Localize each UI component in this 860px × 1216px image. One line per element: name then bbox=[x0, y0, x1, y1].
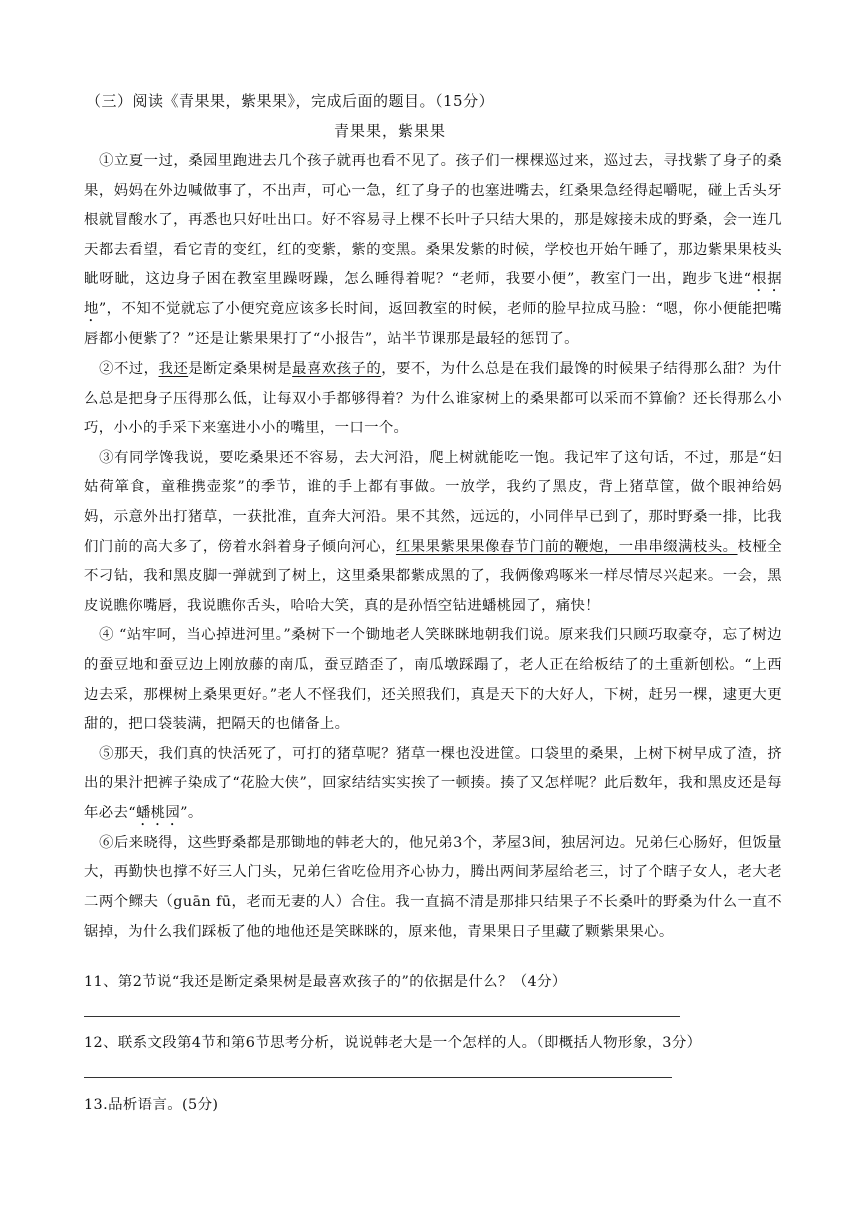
paragraph-5-text-a: ⑤那天，我们真的快活死了，可打的猪草呢？猪草一棵也没进筐。口袋里的桑果，上树下树早成了渣，挤出的果汁把裤子染成了“花脸大侠”，回家结结实实挨了一顿揍。揍了又怎样呢？此后数年，我和黑皮还是每年必去“ bbox=[84, 745, 782, 821]
paragraph-3-text-a: ③有同学馋我说，要吃桑果还不容易，去大河沿，爬上树就能吃一饱。我记牢了这句话，不过，那是“妇姑荷箪食，童稚携壶浆”的季节，谁的手上都有事做。一放学，我约了黑皮，背上猪草筐，做个眼神给妈妈，示意外出打猪草，一获批准，直奔大河沿。果不其然，远远的，小同伴早已到了，那时野桑一排，比我们门前的高大多了，傍着水斜着身子倾向河心， bbox=[84, 449, 782, 555]
question-11: 11、第2节说“我还是断定桑果树是最喜欢孩子的”的依据是什么？（4分） bbox=[84, 974, 567, 990]
paragraph-3 bbox=[84, 444, 782, 622]
paragraph-2-text-b: 是断定桑果树是 bbox=[188, 360, 293, 377]
paragraph-2 bbox=[84, 355, 782, 444]
paragraph-1 bbox=[84, 147, 782, 355]
paragraph-1-text-b: ”，不知不觉就忘了小便究竟应该多长时间，返回教室的时候，老师的脸早拉成马脸：“嗯，你小便能把嘴唇都小便紫了？”还是让紫果果打了“小报告”，站半节课那是最轻的惩罚了。 bbox=[84, 301, 782, 348]
paragraph-6: ⑥后来晓得，这些野桑都是那锄地的韩老大的，他兄弟3个，茅屋3间，独居河边。兄弟仨心肠好，但饭量大，再勤快也撑不好三人门头，兄弟仨省吃俭用齐心协力，腾出两间茅屋给老三，讨了个瞎子女人，老大老二两个鳏夫（guān fū，老而无妻的人）合住。我一直搞不清是那排只结果子不长桑叶的野桑为什么一直不锯掉，为什么我们踩板了他的地他还是笑眯眯的，原来他，青果果日子里藏了颗紫果果心。 bbox=[84, 834, 782, 940]
emphasis-genjudi: 根据地 bbox=[84, 271, 782, 318]
answer-line-12[interactable] bbox=[84, 1077, 672, 1078]
paragraph-3-text-b: 枝桠全不刁钻，我和黑皮脚一弹就到了树上，这里桑果都紫成黑的了，我俩像鸡啄米一样尽情尽兴起来。一会，黑皮说瞧你嘴唇，我说瞧你舌头，哈哈大笑，真的是孙悟空钻进蟠桃园了，痛快！ bbox=[84, 538, 782, 614]
paragraph-2-text-c: ，要不，为什么总是在我们最馋的时候果子结得那么甜？为什么总是把身子压得那么低，让每双小手都够得着？为什么谁家树上的桑果都可以采而不算偷？还长得那么小巧，小小的手采下来塞进小小的嘴里，一口一个。 bbox=[84, 360, 783, 437]
underlined-zuixihuanhaizi: 最喜欢孩子的 bbox=[292, 360, 382, 377]
paragraph-5 bbox=[84, 740, 782, 829]
paragraph-5-text-b: ”。 bbox=[180, 804, 203, 821]
question-13: 13.品析语言。(5分) bbox=[84, 1097, 219, 1113]
underlined-bianpao-sentence: 红果果紫果果像春节门前的鞭炮，一串串缀满枝头。 bbox=[395, 538, 738, 555]
section-heading: （三）阅读《青果果，紫果果》，完成后面的题目。（15分） bbox=[86, 92, 495, 110]
emphasis-pantaoyuan: 蟠桃园 bbox=[135, 804, 181, 821]
article-body bbox=[84, 147, 782, 947]
underlined-wohai: 我还 bbox=[158, 360, 189, 377]
answer-line-11[interactable] bbox=[84, 1016, 680, 1017]
article-title: 青果果，紫果果 bbox=[333, 122, 446, 140]
paragraph-1-text-a: ①立夏一过，桑园里跑进去几个孩子就再也看不见了。孩子们一棵棵巡过来，巡过去，寻找紫了身子的桑果，妈妈在外边喊做事了，不出声，可心一急，红了身子的也塞进嘴去，红桑果急经得起嚼呢，碰上舌头牙根就冒酸水了，再悉也只好吐出口。好不容易寻上棵不长叶子只结大果的，那是嫁接未成的野桑，会一连几天都去看望，看它青的变红，红的变紫，紫的变黑。桑果发紫的时候，学校也开始午睡了，那边紫果果枝头眦呀眦，这边身子困在教室里躁呀躁，怎么睡得着呢？“老师，我要小便”，教室门一出，跑步飞进“ bbox=[84, 153, 782, 288]
paragraph-4: ④ “站牢呵，当心掉进河里。”桑树下一个锄地老人笑眯眯地朝我们说。原来我们只顾巧取豪夺，忘了树边的蚕豆地和蚕豆边上刚放藤的南瓜，蚕豆踏歪了，南瓜墩踩蹋了，老人正在给板结了的土重新刨松。“上西边去采，那棵树上桑果更好。”老人不怪我们，还关照我们，真是天下的大好人，下树，赶另一棵，逮更大更甜的，把口袋装满，把隔天的也储备上。 bbox=[84, 627, 782, 733]
article-title-wrap bbox=[0, 120, 860, 141]
paragraph-2-text-a: ②不过， bbox=[99, 360, 159, 377]
question-12: 12、联系文段第4节和第6节思考分析，说说韩老大是一个怎样的人。（即概括人物形象，3分） bbox=[84, 1035, 702, 1051]
